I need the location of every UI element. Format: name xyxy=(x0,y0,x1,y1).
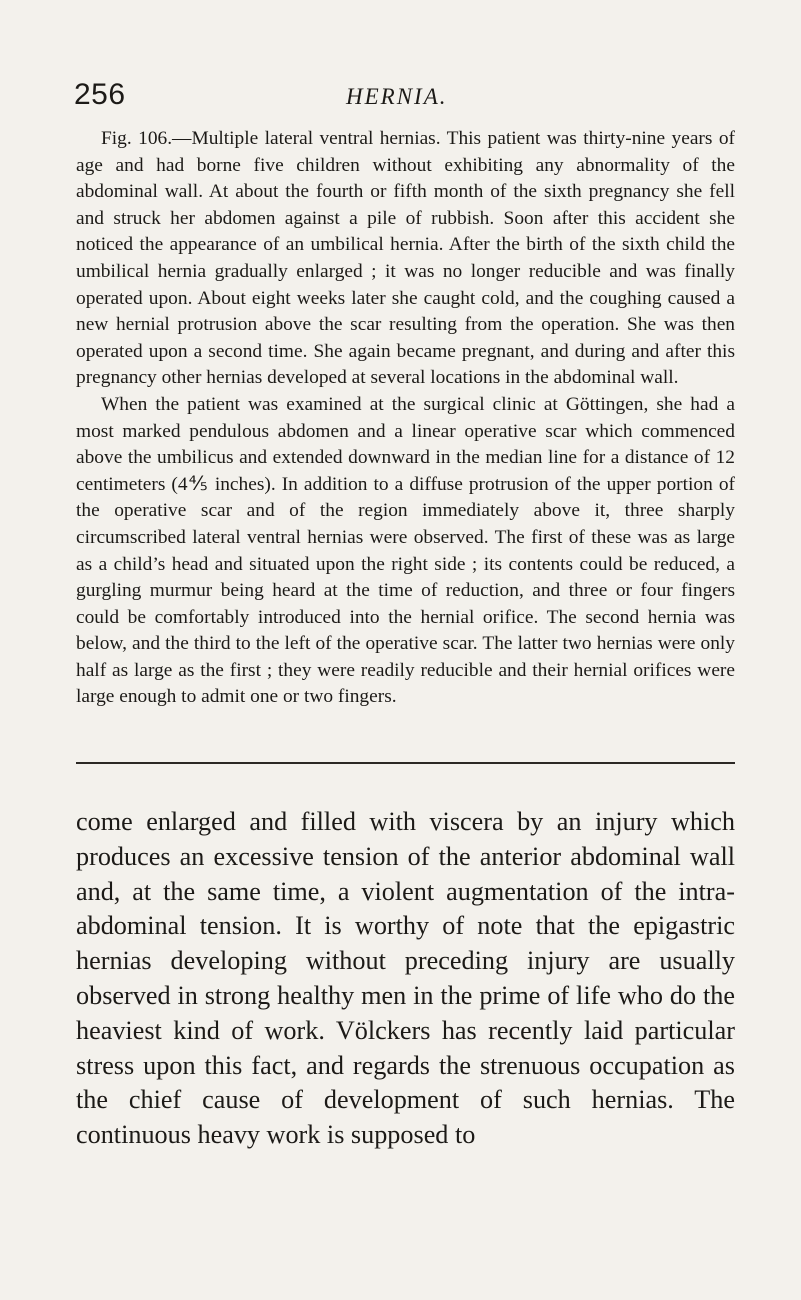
caption-paragraph-2: When the patient was examined at the surgical clinic at Göttingen, she had a most marked pendulous abdomen and a linear operative scar which commenced above the umbilicus and extended downward in the median line for a distance of 12 centimeters (4⅘ inches). In addition to a diffuse protrusion of the upper portion of the operative scar and of the region immediately above it, three sharply circumscribed lateral ventral hernias were observed. The first of these was as large as a child’s head and situated upon the right side ; its contents could be reduced, a gurgling murmur being heard at the time of reduction, and three or four fingers could be comfortably introduced into the hernial orifice. The second hernia was below, and the third to the left of the operative scar. The latter two hernias were only half as large as the first ; they were readily reducible and their hernial orifices were large enough to admit one or two fingers. xyxy=(76,393,735,708)
caption-divider xyxy=(76,762,735,764)
running-head: HERNIA. xyxy=(346,84,448,109)
caption-paragraph-1: Fig. 106.—Multiple lateral ventral hernias. This patient was thirty-nine years of age and had borne five children without exhibiting any abnormality of the abdominal wall. At about the fourth or fifth month of the sixth pregnancy she fell and struck her abdomen against a pile of rubbish. Soon after this accident she noticed the appearance of an umbilical hernia. After the birth of the sixth child the umbilical hernia gradually enlarged ; it was no longer reducible and was finally operated upon. About eight weeks later she caught cold, and the coughing caused a new hernial protrusion above the scar resulting from the operation. She was then operated upon a second time. She again became pregnant, and during and after this pregnancy other hernias developed at several locations in the abdominal wall. xyxy=(76,128,735,389)
figure-caption xyxy=(76,126,735,711)
body-paragraph: come enlarged and filled with viscera by an injury which produces an excessive tension of the anterior abdominal wall and, at the same time, a violent augmentation of the intra-abdominal tension. It is worthy of note that the epigastric hernias developing without preceding injury are usually observed in strong healthy men in the prime of life who do the heaviest kind of work. Völckers has recently laid particular stress upon this fact, and regards the strenuous occupation as the chief cause of development of such hernias. The continuous heavy work is supposed to xyxy=(76,807,735,1150)
page-header xyxy=(74,80,734,120)
page-number: 256 xyxy=(74,78,126,111)
